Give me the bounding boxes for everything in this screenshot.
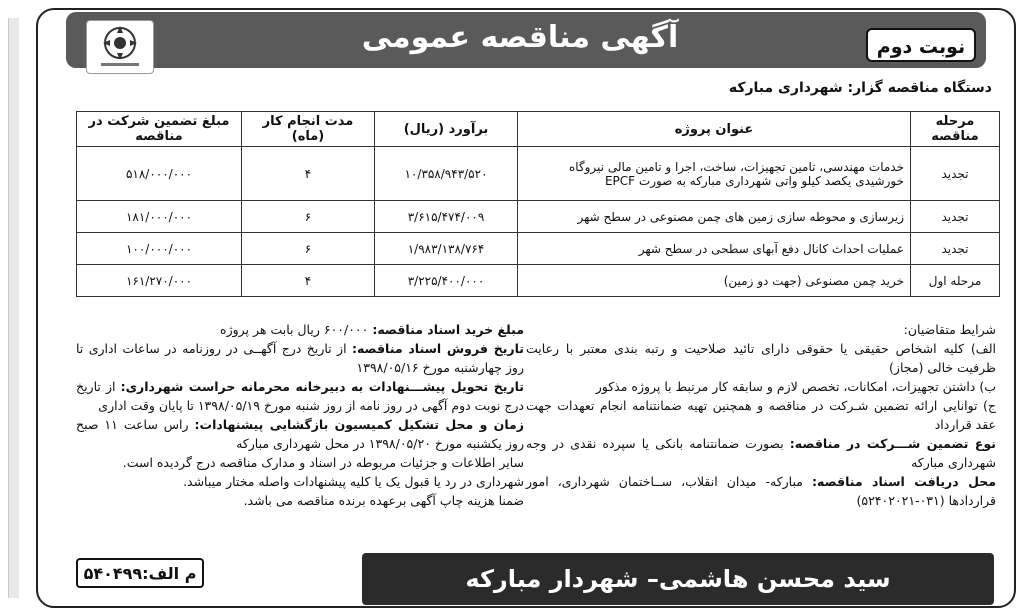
- conditions-heading: شرایط متقاضیان:: [903, 322, 996, 337]
- project-title-cell: خدمات مهندسی، تامین تجهیزات، ساخت، اجرا و تامین مالی نیروگاه خورشیدی یکصد کیلو واتی شهرداری مبارکه به صورت EPCF: [518, 147, 911, 201]
- guarantee-cell: ۱۶۱/۲۷۰/۰۰۰: [77, 265, 242, 297]
- condition-b: ب) داشتن تجهیزات، امکانات، تخصص لازم و سابقه کار مرتبط با پروژه مذکور: [595, 379, 996, 394]
- stage-cell: مرحله اول: [911, 265, 1000, 297]
- tender-info: [76, 320, 524, 510]
- guarantee-cell: ۵۱۸/۰۰۰/۰۰۰: [77, 147, 242, 201]
- guarantee-type: [526, 434, 996, 472]
- documents-price-label: مبلغ خرید اسناد مناقصه:: [372, 322, 524, 337]
- documents-price: [76, 320, 524, 339]
- project-title-cell: عملیات احداث کانال دفع آبهای سطحی در سطح شهر: [518, 233, 911, 265]
- guarantee-cell: ۱۸۱/۰۰۰/۰۰۰: [77, 201, 242, 233]
- documents-place: [526, 472, 996, 510]
- table-row: [77, 147, 1000, 201]
- stage-cell: تجدید: [911, 201, 1000, 233]
- round-badge: نوبت دوم: [866, 28, 976, 62]
- ad-code-box: م الف:۵۴۰۴۹۹: [76, 558, 204, 588]
- mayor-signature: سید محسن هاشمی– شهردار مبارکه: [465, 565, 891, 593]
- duration-cell: ۶: [242, 233, 375, 265]
- organizer-label: دستگاه مناقصه گزار: شهرداری مبارکه: [728, 80, 992, 96]
- note-cost: ضمنا هزینه چاپ آگهی برعهده برنده مناقصه می باشد.: [243, 493, 524, 508]
- table-row: [77, 201, 1000, 233]
- table-row: [77, 265, 1000, 297]
- delivery-date-label: تاریخ تحویل پیشـــنهادات به دبیرخانه محرمانه حراست شهرداری:: [120, 379, 524, 394]
- guarantee-cell: ۱۰۰/۰۰۰/۰۰۰: [77, 233, 242, 265]
- column-header: مدت انجام کار (ماه): [242, 112, 375, 147]
- project-title-cell: خرید چمن مصنوعی (جهت دو زمین): [518, 265, 911, 297]
- page-edge: [8, 18, 19, 598]
- estimate-cell: ۳/۶۱۵/۴۷۴/۰۰۹: [375, 201, 518, 233]
- guarantee-type-text: بصورت ضمانتنامه بانکی یا سپرده نقدی در وجه شهرداری مبارکه: [526, 436, 996, 470]
- documents-place-label: محل دریافت اسناد مناقصه:: [811, 474, 996, 489]
- sale-date-text: از تاریخ درج آگهــی در روزنامه در ساعات اداری تا روز چهارشنبه مورخ ۱۳۹۸/۰۵/۱۶: [76, 341, 524, 375]
- duration-cell: ۴: [242, 147, 375, 201]
- stage-cell: تجدید: [911, 233, 1000, 265]
- note-details: سایر اطلاعات و جزئیات مربوطه در اسناد و مدارک مناقصه درج گردیده است.: [122, 455, 524, 470]
- stage-cell: تجدید: [911, 147, 1000, 201]
- documents-place-text: مبارکه- میدان انقلاب، ســاختمان شهرداری، امور قراردادها (۰۳۱-۵۲۴۰۲۰۲۱): [526, 474, 996, 508]
- opening-session: [76, 415, 524, 453]
- applicant-conditions: [526, 320, 996, 510]
- duration-cell: ۴: [242, 265, 375, 297]
- column-header: مبلغ تضمین شرکت در مناقصه: [77, 112, 242, 147]
- opening-session-label: زمان و محل تشکیل کمیسیون بازگشایی پیشنهادات:: [194, 417, 524, 432]
- duration-cell: ۶: [242, 201, 375, 233]
- column-header: عنوان پروژه: [518, 112, 911, 147]
- column-header: مرحله مناقصه: [911, 112, 1000, 147]
- table-row: [77, 233, 1000, 265]
- project-title-cell: زیرسازی و محوطه سازی زمین های چمن مصنوعی در سطح شهر: [518, 201, 911, 233]
- tender-table: [76, 111, 1000, 297]
- guarantee-type-label: نوع تضمین شـــرکت در مناقصه:: [789, 436, 996, 451]
- opening-session-text: راس ساعت ۱۱ صبح روز یکشنبه مورخ ۱۳۹۸/۰۵/۲۰ در محل شهرداری مبارکه: [76, 417, 524, 451]
- documents-price-text: ۶۰۰/۰۰۰ ریال بابت هر پروژه: [220, 322, 369, 337]
- column-header: برآورد (ریال): [375, 112, 518, 147]
- estimate-cell: ۳/۲۲۵/۴۰۰/۰۰۰: [375, 265, 518, 297]
- condition-a: الف) کلیه اشخاص حقیقی یا حقوقی دارای تائید صلاحیت و رتبه بندی معتبر با رعایت ظرفیت خالی (مجاز): [526, 341, 996, 375]
- estimate-cell: ۱/۹۸۳/۱۳۸/۷۶۴: [375, 233, 518, 265]
- estimate-cell: ۱۰/۳۵۸/۹۴۳/۵۲۰: [375, 147, 518, 201]
- delivery-date: [76, 377, 524, 415]
- sale-date-label: تاریخ فروش اسناد مناقصه:: [351, 341, 524, 356]
- note-rights: شهرداری در رد یا قبول یک یا کلیه پیشنهادات واصله مختار میباشد.: [183, 474, 524, 489]
- table-header-row: [77, 112, 1000, 147]
- ad-frame: [36, 8, 1016, 608]
- sale-date: [76, 339, 524, 377]
- municipality-logo-icon: [86, 20, 154, 74]
- ad-title: آگهی مناقصه عمومی: [361, 20, 679, 55]
- condition-c: ج) توانایی ارائه تضمین شـرکت در مناقصه و همچنین تهیه ضمانتنامه انجام تعهدات جهت عقد قرارداد: [526, 398, 996, 432]
- delivery-date-text: از تاریخ درج نوبت دوم آگهی در روز نامه از روز شنبه مورخ ۱۳۹۸/۰۵/۱۹ تا پایان وقت اداری: [76, 379, 524, 413]
